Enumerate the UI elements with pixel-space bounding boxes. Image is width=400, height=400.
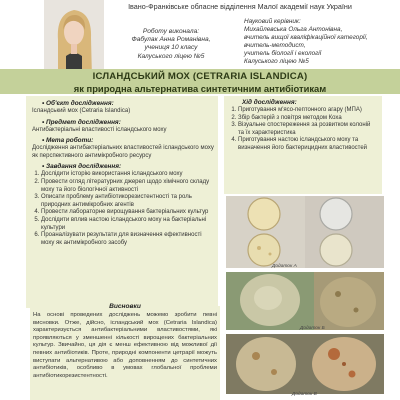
supervisor-line: вчитель-методист, <box>244 42 306 49</box>
task-item: 6. Проаналізувати результати для визначення ефективності моху як антимікробного засобу <box>41 232 214 247</box>
photo-caption-c: Додаток В <box>292 392 317 397</box>
author-line: Калуського ліцею №5 <box>137 52 205 60</box>
photo-caption-a: Додаток А <box>272 264 297 269</box>
author-line: Фабулак Анна Романівна, <box>131 36 211 44</box>
progress-item: 3. Візуальне спостереження за розвитком колоній та їх характеристика <box>238 122 378 137</box>
author-line: учениця 10 класу <box>144 44 198 52</box>
supervisor-info <box>244 18 394 66</box>
left-column <box>32 100 214 250</box>
tasks-heading-text: Завдання дослідження: <box>46 163 122 171</box>
petri-dishes-photo-a <box>226 196 384 268</box>
poster-subtitle: як природна альтернатива синтетичним антибіотикам <box>73 83 327 94</box>
supervisor-line: Науковий керівник: <box>244 18 301 25</box>
author-photo-image <box>44 0 104 78</box>
task-item: 4. Провести лабораторне вирощування бактеріальних культур <box>41 209 214 217</box>
goal-section <box>32 137 214 160</box>
author-line: Роботу виконала: <box>142 28 200 35</box>
colony-photo-b <box>226 272 384 330</box>
object-text: Ісландський мох (Cetraria Islandica) <box>32 108 131 114</box>
task-item: 2. Провести огляд літературних джерел щодо хімічного складу моху та його біологічної активності <box>41 179 214 194</box>
subject-heading: • Предмет дослідження: <box>42 118 121 126</box>
supervisor-line: Калуського ліцею №5 <box>244 58 309 65</box>
colony-image-b <box>226 272 384 330</box>
author-photo <box>44 0 104 78</box>
task-item: 5. Дослідити вплив настою ісландського моху на бактеріальні культури <box>41 217 214 232</box>
conclusions-heading: Висновки <box>109 303 141 310</box>
subject-section <box>32 119 214 135</box>
goal-heading: • Мета роботи: <box>42 137 94 145</box>
progress-heading: Хід дослідження: <box>242 99 297 106</box>
organization-name: Івано-Франківське обласне відділення Малої академії наук України <box>128 2 352 11</box>
supervisor-line: учитель біології і екології <box>244 50 322 57</box>
progress-item: 1. Приготування м'ясо-пептонного агару (МПА) <box>238 107 378 115</box>
conclusions-text: На основі проведених досліджень можемо зробити певні висновки. Отже, дійсно, ісландський мох (Cetraria Islandica) характеризується антибактеріальними властивостями, які проявляються у зменшенні кількості вирощених бактеріальних культур. Звичайно, ця дія є менш ефективною від можливої дії певних антибіотиків. Проте, природні компоненти цетрарії можуть виступати альтернативою або доповненням до синтетичних антибіотиків, особливо в умовах глобальної проблеми антибіотикорезистентності. <box>33 312 217 379</box>
colony-image-c <box>226 334 384 394</box>
supervisor-line: вчитель вищої кваліфікаційної категорії, <box>244 34 368 41</box>
object-heading-text: Об'єкт дослідження: <box>46 100 114 107</box>
tasks-list <box>32 171 214 247</box>
colony-photo-c <box>226 334 384 394</box>
progress-item: 4. Приготування настою ісландського моху та визначення його бактерицидних властивостей <box>238 137 378 152</box>
photo-caption-b: Додаток Б <box>300 326 325 331</box>
subject-heading-text: Предмет дослідження: <box>46 118 121 126</box>
petri-dishes-image-a <box>226 196 384 268</box>
poster-title: ІСЛАНДСЬКИЙ МОХ (CETRARIA ISLANDICA) <box>92 71 308 82</box>
tasks-heading: • Завдання дослідження: <box>42 163 122 171</box>
progress-item: 2. Збір бактерій з повітря методом Коха <box>238 115 378 123</box>
subject-text: Антибактеріальні властивості ісландського моху <box>32 126 167 133</box>
goal-heading-text: Мета роботи: <box>46 137 94 145</box>
supervisor-line: Михайлевська Ольга Антонівна, <box>244 26 343 33</box>
object-heading: • Об'єкт дослідження: <box>42 100 114 107</box>
task-item: 3. Описати проблему антибіотикорезистентності та роль природних антимікробних агентів <box>41 194 214 209</box>
task-item: 1. Дослідити історію використання ісландського моху <box>41 171 214 179</box>
goal-text: Дослідження антибактеріальних властивостей ісландського моху як перспективного антимікробного ресурсу <box>32 145 214 159</box>
object-section <box>32 100 214 116</box>
author-info <box>106 28 236 61</box>
right-column <box>228 99 378 152</box>
progress-list <box>228 107 378 152</box>
tasks-section <box>32 163 214 247</box>
